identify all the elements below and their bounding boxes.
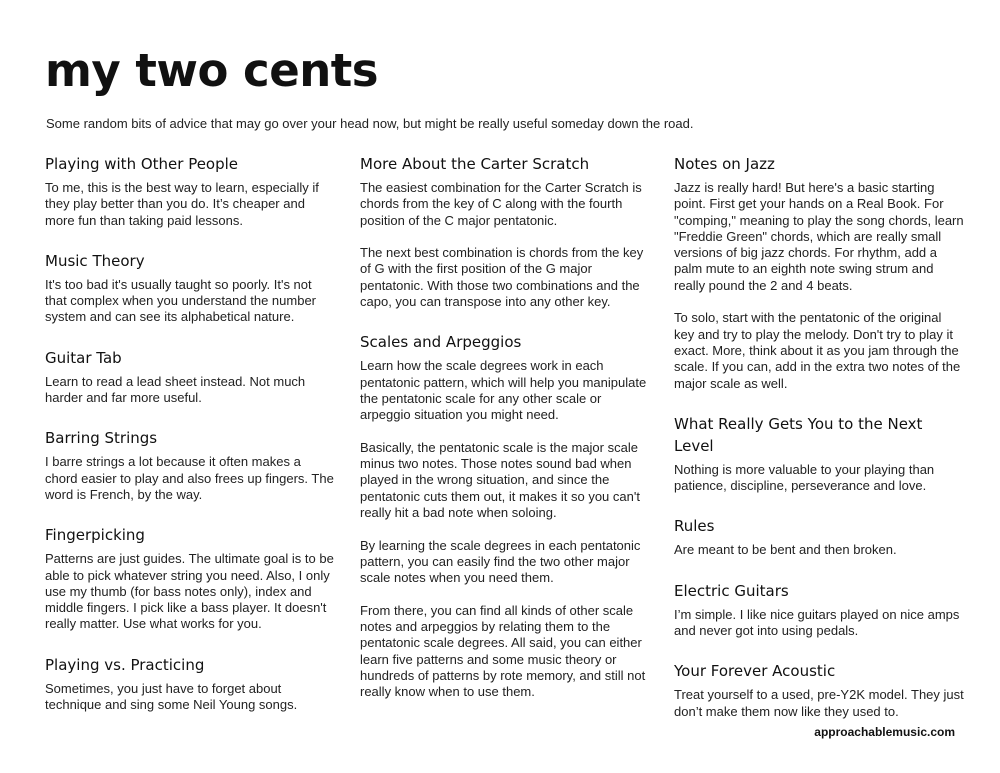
section-paragraph: By learning the scale degrees in each pentatonic pattern, you can easily find the two other major scale notes when you need them. [360,537,641,586]
section [674,515,964,558]
section [674,153,964,392]
section [45,427,335,503]
section [45,347,335,407]
section-paragraph: The next best combination is chords from the key of G with the first position of the G major pentatonic. With those two combinations and the capo, you can transpose into any other key. [360,245,644,310]
section-heading: More About the Carter Scratch [360,155,590,173]
column-3 [674,153,964,741]
section-paragraph: It's too bad it's usually taught so poorly. It's not that complex when you understand the number system and can see its alphabetical nature. [45,276,317,325]
column-1 [45,153,335,734]
section [360,153,650,310]
section-heading: Fingerpicking [45,526,145,545]
section-paragraph: From there, you can find all kinds of other scale notes and arpeggios by relating them to the pentatonic scale degrees. All said, you can either learn five patterns and some music theory or hundreds of patterns by rote memory, and still not really know when to use them. [360,602,646,700]
section [674,660,964,720]
section [45,250,335,326]
section-paragraph: Basically, the pentatonic scale is the major scale minus two notes. Those notes sound bad when played in the wrong situation, and since the pentatonic cuts them out, it makes it so you can't really hit a bad note when soloing. [360,439,640,521]
section-paragraph: Nothing is more valuable to your playing than patience, discipline, perseverance and love. [674,461,935,494]
section-paragraph: I’m simple. I like nice guitars played on nice amps and never got into using pedals. [674,606,960,639]
section-heading: Music Theory [45,251,145,270]
section-paragraph: Are meant to be bent and then broken. [674,542,897,558]
section-heading: Rules [674,517,715,536]
section-heading: Playing vs. Practicing [45,655,205,674]
section-heading: What Really Gets You to the Next Level [674,414,923,455]
column-2 [360,153,650,722]
footer-url: approachablemusic.com [814,725,955,739]
section-heading: Notes on Jazz [674,155,775,173]
section [45,654,335,714]
section [45,524,335,632]
section [674,413,964,495]
intro-text: Some random bits of advice that may go over your head now, but might be really useful someday down the road. [46,116,694,131]
section-paragraph: Learn how the scale degrees work in each pentatonic pattern, which will help you manipulate the pentatonic scale for any other scale or arpeggio situation you might need. [360,358,647,423]
section [674,580,964,640]
section-paragraph: The easiest combination for the Carter Scratch is chords from the key of C along with the fourth position of the C major pentatonic. [360,180,642,228]
section-paragraph: To solo, start with the pentatonic of the original key and try to play the melody. Don't try to play it exact. More, think about it as you jam through the scale. If you can, add in the extra two notes of the major scale as well. [674,310,961,391]
section-heading: Your Forever Acoustic [674,662,836,681]
section [45,153,335,229]
section-heading: Guitar Tab [45,348,122,367]
section-paragraph: Jazz is really hard! But here's a basic starting point. First get your hands on a Real Book. For "comping," meaning to play the song chords, learn "Freddie Green" chords, which are really small versions of big jazz chords. For rhythm, add a palm mute to an eighth note swing strum and really pound the 2 and 4 beats. [674,180,964,293]
section-heading: Barring Strings [45,429,158,448]
section-paragraph: To me, this is the best way to learn, especially if they play better than you do. It’s cheaper and more fun than taking paid lessons. [45,180,319,228]
section-heading: Scales and Arpeggios [360,333,522,352]
section-paragraph: Sometimes, you just have to forget about technique and sing some Neil Young songs. [45,680,298,713]
section-heading: Electric Guitars [674,581,789,600]
page-title: my two cents [45,44,379,97]
section-paragraph: I barre strings a lot because it often makes a chord easier to play and also frees up fingers. The word is French, by the way. [45,454,334,502]
section [360,331,650,700]
section-heading: Playing with Other People [45,155,239,173]
section-paragraph: Learn to read a lead sheet instead. Not much harder and far more useful. [45,373,306,406]
section-paragraph: Patterns are just guides. The ultimate goal is to be able to pick whatever string you need. Also, I only use my thumb (for bass notes only), index and middle fingers. I pick like a bass player. It doesn't really matter. Use what works for you. [45,551,334,632]
section-paragraph: Treat yourself to a used, pre-Y2K model. They just don’t make them now like they used to. [674,687,964,719]
